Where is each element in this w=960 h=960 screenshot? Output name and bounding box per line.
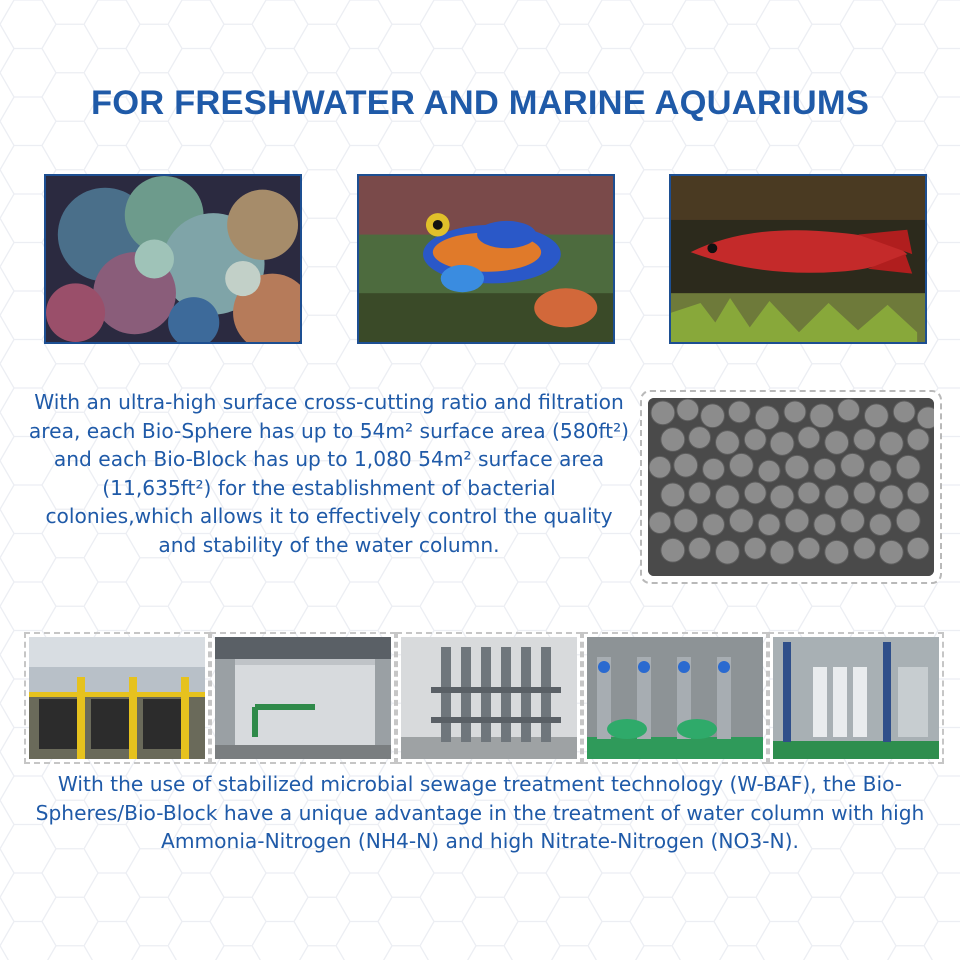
facility-photo-treatment-tanks xyxy=(24,632,210,764)
coral-reef-photo xyxy=(44,174,302,344)
facility-photo-pipe-room xyxy=(396,632,582,764)
wbaf-technology-description: With the use of stabilized microbial sewage treatment technology (W-BAF), the Bio-Spheres/Bio-Block have a unique advantage in the treatment of water column with high Ammonia-Nitrogen (NH4-N) and high Nitrate-Nitrogen (NO3-N). xyxy=(35,772,925,854)
bio-sphere-description: With an ultra-high surface cross-cutting ratio and filtration area, each Bio-Sphere has up to 54m² surface area (580ft²) and each Bio-Block has up to 1,080 54m² surface area (11,635ft²) for the establishment of bacterial colonies,which allows it to effectively control the quality and stability of the water column. xyxy=(28,390,630,557)
red-arowana-photo xyxy=(669,174,927,344)
page-title: FOR FRESHWATER AND MARINE AQUARIUMS xyxy=(90,84,870,122)
bacterial-colonies-image xyxy=(640,390,942,584)
facility-photo-treatment-unit xyxy=(210,632,396,764)
facility-photo-membrane-hall xyxy=(768,632,944,764)
mandarin-fish-photo xyxy=(357,174,615,344)
facility-photo-pump-station xyxy=(582,632,768,764)
